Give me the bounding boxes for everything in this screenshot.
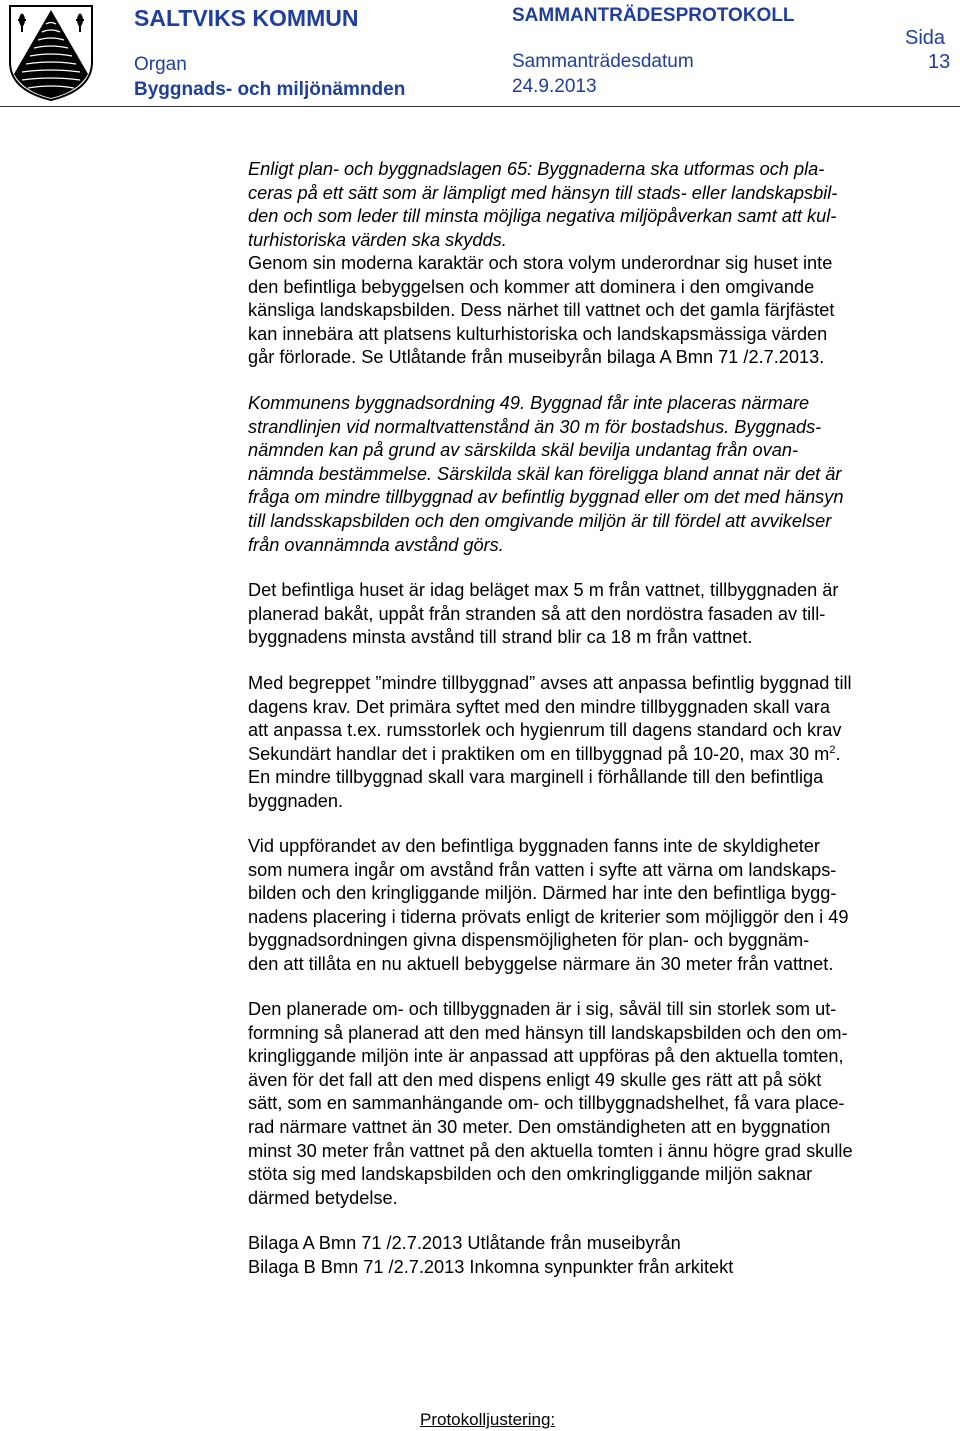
meeting-date-label: Sammanträdesdatum — [512, 51, 694, 72]
text-line: känsliga landskapsbilden. Dess närhet till vattnet och det gamla färjfästet — [248, 300, 835, 321]
text-line: kringliggande miljön inte är anpassad att uppföras på den aktuella tomten, — [248, 1046, 844, 1067]
text-line: byggnaden. — [248, 790, 344, 811]
text-line: Enligt plan- och byggnadslagen 65: Byggnaderna ska utformas och pla- — [248, 159, 825, 179]
superscript: 2 — [829, 743, 836, 756]
paragraph-planned-extension — [248, 998, 938, 1210]
paragraph-character-assessment — [248, 252, 938, 370]
text-line: från ovannämnda avstånd görs. — [248, 534, 504, 555]
text-line: därmed betydelse. — [248, 1187, 398, 1208]
text-line: Den planerade om- och tillbyggnaden är i sig, såväl till sin storlek som ut- — [248, 999, 837, 1019]
text-line: turhistoriska värden ska skydds. — [248, 229, 507, 250]
page-label: Sida — [905, 27, 946, 49]
attachment-item: Bilaga B Bmn 71 /2.7.2013 Inkomna synpunkter från arkitekt — [248, 1256, 734, 1277]
text-line: till landsskapsbilden och den omgivande miljön är till fördel att avvikelser — [248, 510, 832, 531]
text-line: rad närmare vattnet än 30 meter. Den omständigheten att en byggnation — [248, 1116, 831, 1137]
text-line: nämnden kan på grund av särskilda skäl bevilja undantag från ovan- — [248, 440, 799, 461]
text-line: Med begreppet ”mindre tillbyggnad” avses att anpassa befintlig byggnad till — [248, 673, 852, 693]
municipality-coat-of-arms-logo — [8, 4, 94, 102]
text-line: att anpassa t.ex. rumsstorlek och hygienrum till dagens standard och krav — [248, 720, 842, 741]
text-line: går förlorade. Se Utlåtande från museibyrån bilaga A Bmn 71 /2.7.2013. — [248, 347, 825, 368]
municipality-name: SALTVIKS KOMMUN — [134, 5, 359, 31]
text-line: byggnadsordningen givna dispensmöjligheten för plan- och byggnäm- — [248, 930, 810, 951]
text-line: Vid uppförandet av den befintliga byggnaden fanns inte de skyldigheter — [248, 836, 820, 856]
attachment-item: Bilaga A Bmn 71 /2.7.2013 Utlåtande från museibyrån — [248, 1233, 681, 1253]
text-segment: . — [835, 743, 841, 764]
organ-value: Byggnads- och miljönämnden — [134, 79, 406, 100]
text-line: stöta sig med landskapsbilden och den omkringliggande miljön saknar — [248, 1164, 813, 1185]
text-line: nämnda bestämmelse. Särskilda skäl kan föreligga bland annat när det är — [248, 463, 842, 484]
paragraph-original-construction — [248, 835, 938, 977]
text-line: Det befintliga huset är idag beläget max 5 m från vattnet, tillbyggnaden är — [248, 580, 839, 600]
text-line: strandlinjen vid normaltvattenstånd än 30 m för bostadshus. Byggnads- — [248, 416, 822, 437]
paragraph-minor-extension — [248, 672, 938, 814]
text-line: planerad bakåt, uppåt från stranden så att den nordöstra fasaden av till- — [248, 603, 826, 624]
page-number: 13 — [928, 51, 951, 73]
paragraph-building-ordinance — [248, 392, 938, 557]
text-segment: Sekundärt handlar det i praktiken om en tillbyggnad på 10-20, max 30 m — [248, 743, 830, 764]
text-line: kan innebära att platsens kulturhistoriska och landskapsmässiga värden — [248, 323, 828, 344]
text-line: nadens placering i tiderna prövats enligt de kriterier som möjliggör den i 49 — [248, 906, 849, 927]
text-line: fråga om mindre tillbyggnad av befintlig byggnad eller om det med hänsyn — [248, 487, 844, 508]
header-divider — [0, 106, 960, 107]
text-line: Kommunens byggnadsordning 49. Byggnad får inte placeras närmare — [248, 393, 810, 413]
text-line: ceras på ett sätt som är lämpligt med hänsyn till stads- eller landskapsbil- — [248, 182, 838, 203]
document-type: SAMMANTRÄDESPROTOKOLL — [512, 5, 795, 26]
text-line: även för det fall att den med dispens enligt 49 skulle ges rätt att på sökt — [248, 1069, 822, 1090]
text-line: formning så planerad att den med hänsyn till landskapsbilden och den om- — [248, 1022, 848, 1043]
text-line: bilden och den kringliggande miljön. Därmed har inte den befintliga bygg- — [248, 883, 837, 904]
protocol-adjustment-label: Protokolljustering: — [420, 1410, 556, 1429]
attachments-list — [248, 1232, 938, 1279]
paragraph-plan-building-law — [248, 158, 938, 252]
text-line: minst 30 meter från vattnet på den aktuella tomten i ännu högre grad skulle — [248, 1140, 853, 1161]
text-line: den och som leder till minsta möjliga negativa miljöpåverkan samt att kul- — [248, 206, 837, 227]
text-line: som numera ingår om avstånd från vatten i syfte att värna om landskaps- — [248, 859, 837, 880]
paragraph-existing-house — [248, 579, 938, 650]
text-line: sätt, som en sammanhängande om- och tillbyggnadshelhet, få vara place- — [248, 1093, 845, 1114]
meeting-date-value: 24.9.2013 — [512, 76, 597, 97]
text-line: den att tillåta en nu aktuell bebyggelse närmare än 30 meter från vattnet. — [248, 953, 834, 974]
text-line: dagens krav. Det primära syftet med den mindre tillbyggnaden skall vara — [248, 696, 830, 717]
text-line: Genom sin moderna karaktär och stora volym underordnar sig huset inte — [248, 253, 833, 273]
text-line: den befintliga bebyggelsen och kommer att dominera i den omgivande — [248, 276, 815, 297]
organ-label: Organ — [134, 54, 187, 75]
text-line: byggnadens minsta avstånd till strand blir ca 18 m från vattnet. — [248, 627, 753, 648]
text-line — [248, 743, 938, 767]
text-line: En mindre tillbyggnad skall vara marginell i förhållande till den befintliga — [248, 767, 824, 788]
